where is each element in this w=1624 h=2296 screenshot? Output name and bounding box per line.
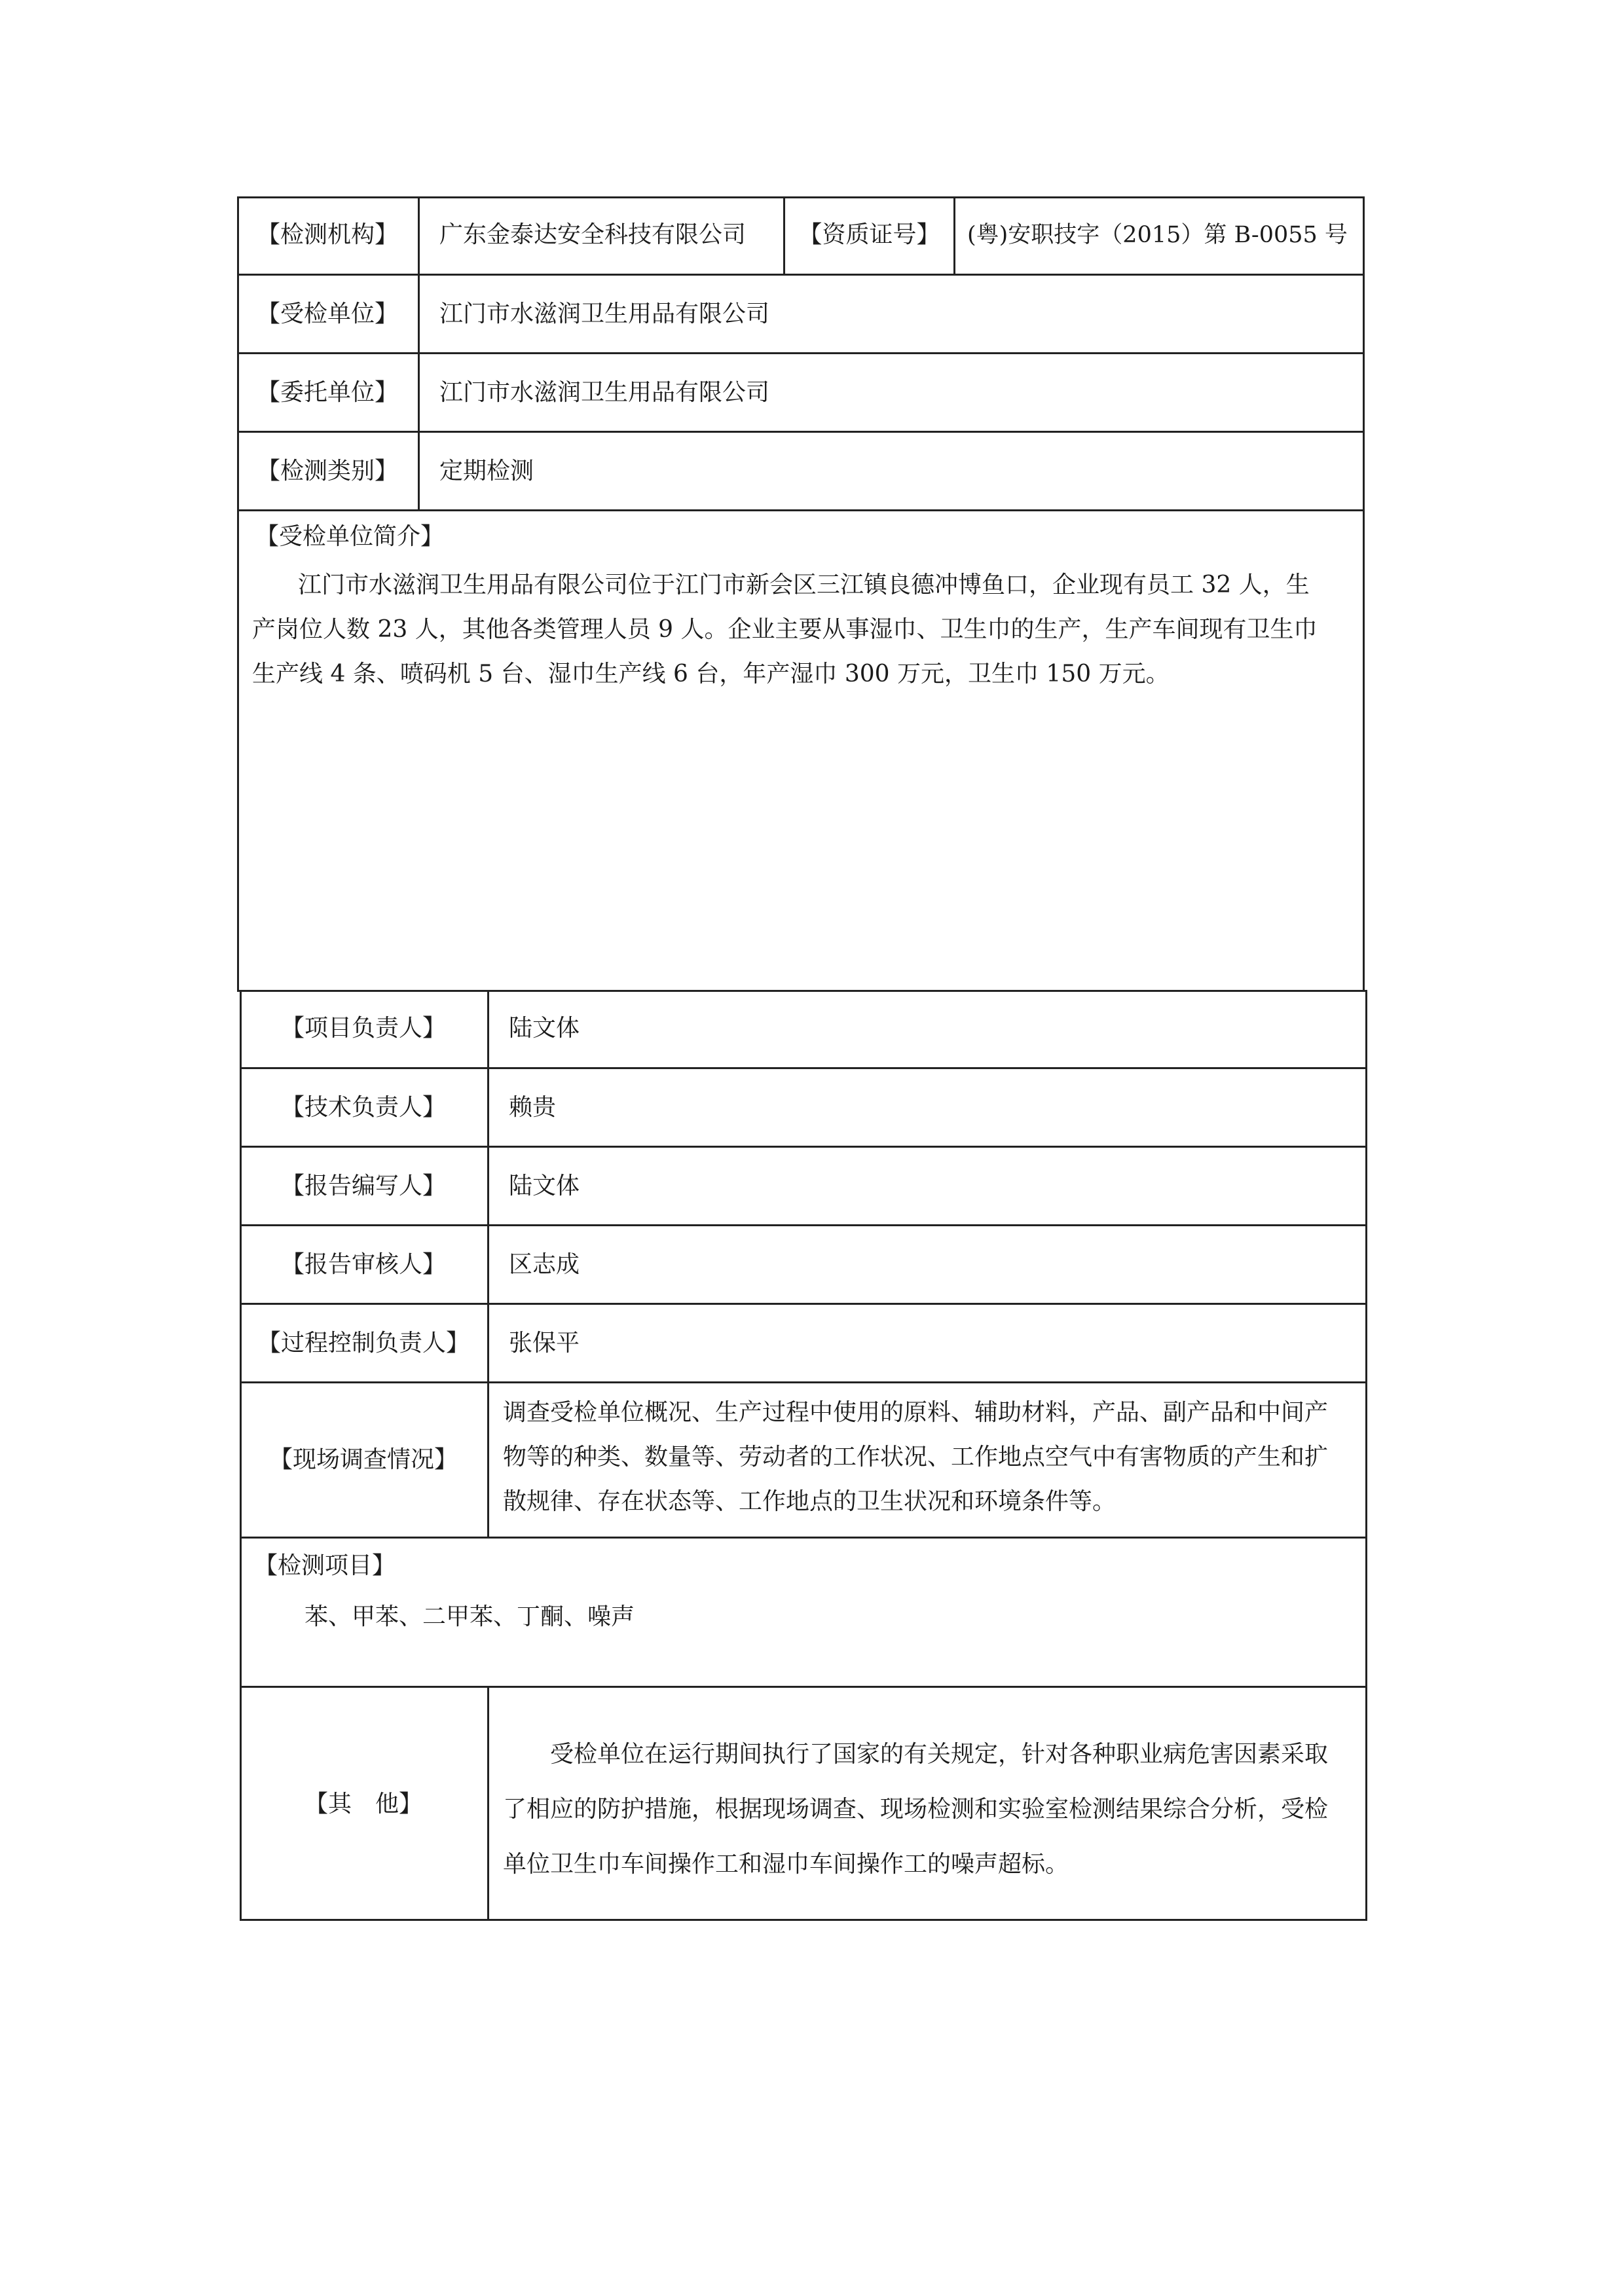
label-inspected-unit: 【受检单位】 bbox=[256, 300, 398, 327]
value-qualification-no: (粤)安职技字（2015）第 B-0055 号 bbox=[967, 222, 1348, 248]
value-project-leader: 陆文体 bbox=[509, 1015, 580, 1042]
survey-line: 物等的种类、数量等、劳动者的工作状况、工作地点空气中有害物质的产生和扩 bbox=[503, 1444, 1329, 1470]
label-site-survey: 【现场调查情况】 bbox=[268, 1446, 458, 1474]
survey-line: 散规律、存在状态等、工作地点的卫生状况和环境条件等。 bbox=[503, 1488, 1116, 1515]
value-testing-agency: 广东金泰达安全科技有限公司 bbox=[439, 221, 747, 249]
divider bbox=[240, 1537, 1367, 1539]
items-heading: 【检测项目】 bbox=[254, 1552, 396, 1580]
label-testing-category: 【检测类别】 bbox=[256, 457, 398, 484]
items-value: 苯、甲苯、二甲苯、丁酮、噪声 bbox=[304, 1603, 635, 1631]
label-report-reviewer: 【报告审核人】 bbox=[280, 1250, 446, 1278]
other-text bbox=[503, 1782, 1352, 1892]
value-technical-leader: 赖贵 bbox=[509, 1093, 557, 1121]
divider bbox=[487, 1686, 489, 1921]
intro-text bbox=[252, 608, 1346, 697]
intro-text bbox=[298, 563, 1346, 608]
other-line: 了相应的防护措施，根据现场调查、现场检测和实验室检测结果综合分析，受检 bbox=[503, 1796, 1329, 1823]
survey-text bbox=[503, 1391, 1354, 1524]
value-process-control-leader: 张保平 bbox=[509, 1329, 580, 1357]
label-entrusting-unit: 【委托单位】 bbox=[256, 378, 398, 406]
other-text bbox=[550, 1727, 1352, 1782]
divider bbox=[237, 509, 1365, 511]
label-process-control-leader: 【过程控制负责人】 bbox=[257, 1329, 470, 1357]
label-testing-agency: 【检测机构】 bbox=[256, 221, 398, 249]
intro-line: 产岗位人数 23 人，其他各类管理人员 9 人。企业主要从事湿巾、卫生巾的生产，生产车间现有卫生巾 bbox=[252, 616, 1318, 643]
label-technical-leader: 【技术负责人】 bbox=[280, 1093, 446, 1121]
value-inspected-unit: 江门市水滋润卫生用品有限公司 bbox=[439, 300, 770, 327]
survey-line: 调查受检单位概况、生产过程中使用的原料、辅助材料，产品、副产品和中间产 bbox=[503, 1399, 1329, 1426]
intro-line: 江门市水滋润卫生用品有限公司位于江门市新会区三江镇良德冲博鱼口，企业现有员工 32 人，生 bbox=[298, 572, 1310, 598]
label-project-leader: 【项目负责人】 bbox=[280, 1015, 446, 1042]
intro-heading: 【受检单位简介】 bbox=[255, 523, 445, 551]
intro-line: 生产线 4 条、喷码机 5 台、湿巾生产线 6 台，年产湿巾 300 万元，卫生巾 150 万元。 bbox=[252, 661, 1170, 687]
label-qualification-no: 【资质证号】 bbox=[798, 221, 940, 249]
value-entrusting-unit: 江门市水滋润卫生用品有限公司 bbox=[439, 378, 770, 406]
other-line: 受检单位在运行期间执行了国家的有关规定，针对各种职业病危害因素采取 bbox=[550, 1741, 1329, 1768]
label-other: 【其 他】 bbox=[304, 1791, 422, 1818]
label-report-writer: 【报告编写人】 bbox=[280, 1172, 446, 1199]
value-report-writer: 陆文体 bbox=[509, 1172, 580, 1199]
value-report-reviewer: 区志成 bbox=[509, 1250, 580, 1278]
other-line: 单位卫生巾车间操作工和湿巾车间操作工的噪声超标。 bbox=[503, 1851, 1069, 1878]
value-testing-category: 定期检测 bbox=[439, 457, 534, 484]
